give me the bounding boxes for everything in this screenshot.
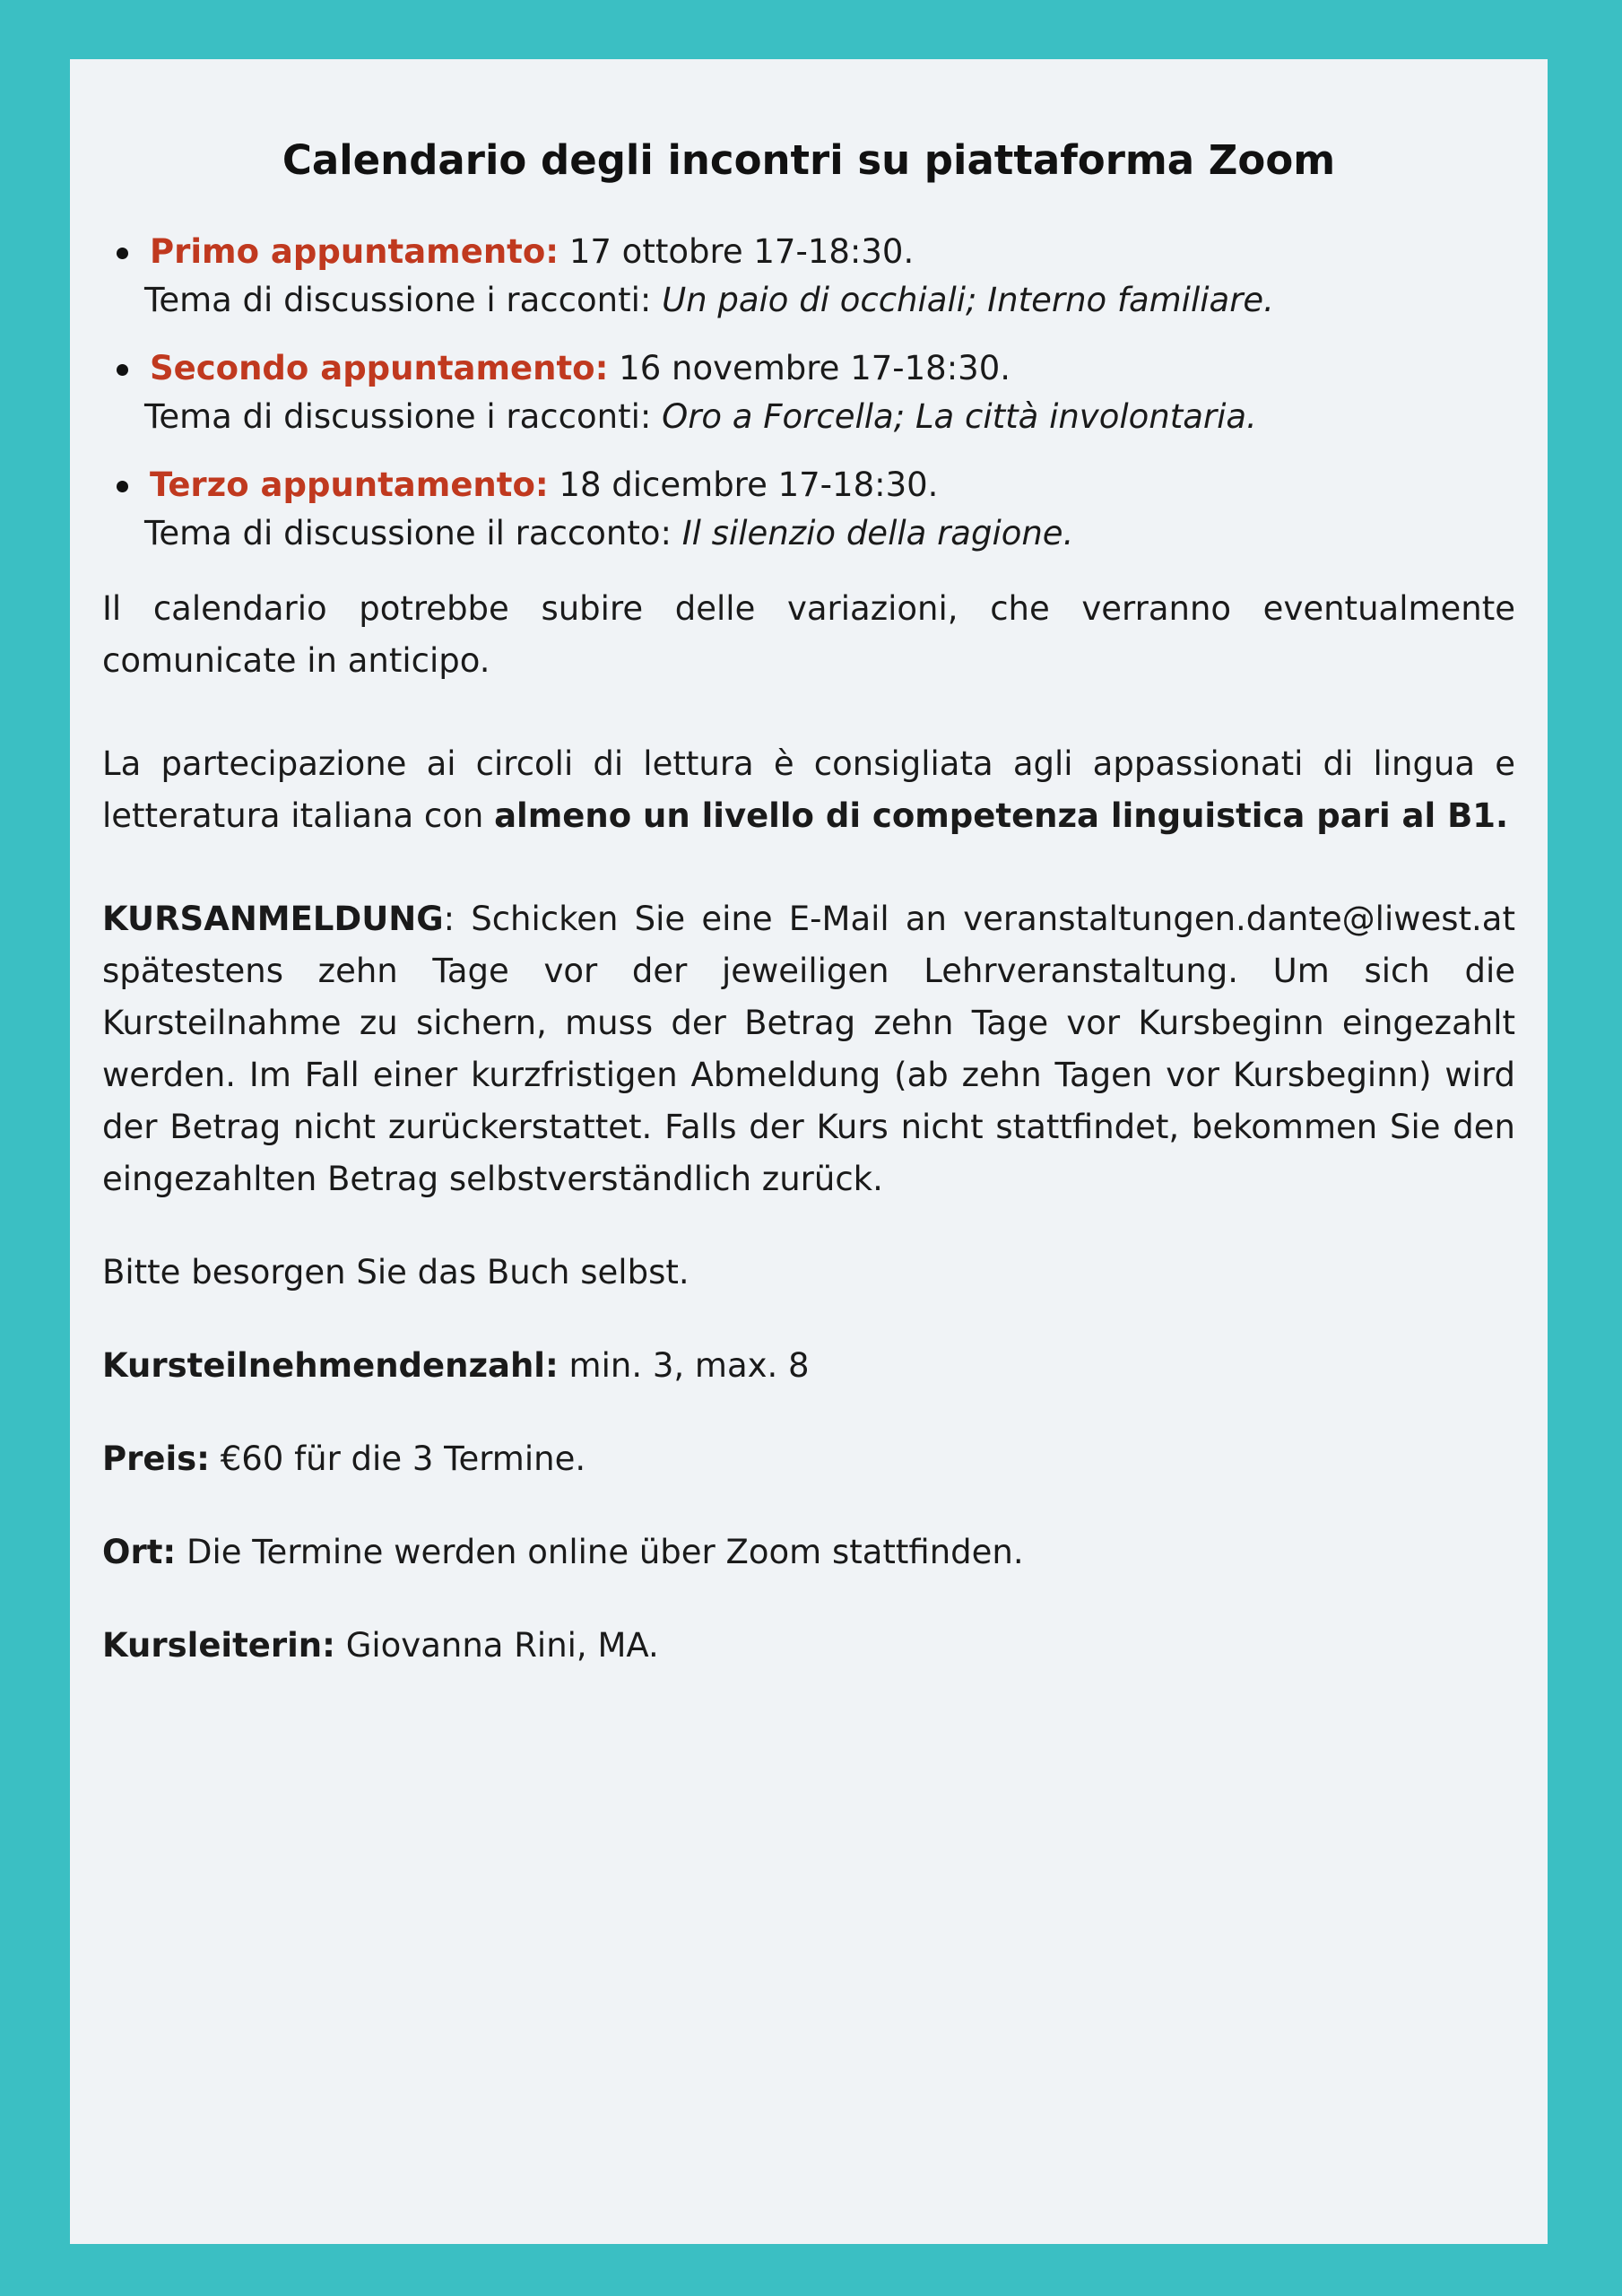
instructor-value: Giovanna Rini, MA. xyxy=(334,1626,659,1665)
topic-works: Oro a Forcella; La città involontaria. xyxy=(662,397,1257,436)
topic-prefix: Tema di discussione i racconti: xyxy=(144,281,663,319)
participation-paragraph xyxy=(102,738,1515,842)
page-title: Calendario degli incontri su piattaforma Zoom xyxy=(282,136,1336,184)
participants-line xyxy=(102,1340,1515,1392)
registration-paragraph xyxy=(102,893,1515,1205)
participation-emphasis: almeno un livello di competenza linguistica pari al B1. xyxy=(494,796,1509,835)
appointment-topic xyxy=(144,509,1515,558)
location-line xyxy=(102,1526,1515,1578)
location-value: Die Termine werden online über Zoom stattfinden. xyxy=(176,1533,1024,1571)
appointment-label: Primo appuntamento: xyxy=(150,232,559,271)
appointment-item xyxy=(102,344,1515,441)
topic-works: Un paio di occhiali; Interno familiare. xyxy=(662,281,1274,319)
topic-prefix: Tema di discussione il racconto: xyxy=(144,514,682,552)
document-sheet xyxy=(70,59,1548,2244)
appointment-topic xyxy=(144,393,1515,441)
bullet-icon xyxy=(117,364,128,376)
bullet-icon xyxy=(117,248,128,259)
instructor-line xyxy=(102,1620,1515,1672)
appointment-date: 18 dicembre 17-18:30. xyxy=(548,465,939,504)
appointment-date: 16 novembre 17-18:30. xyxy=(608,349,1011,387)
bullet-icon xyxy=(117,481,128,492)
calendar-note: Il calendario potrebbe subire delle variazioni, che verranno eventualmente comunicate in anticipo. xyxy=(102,589,1515,680)
appointment-label: Terzo appuntamento: xyxy=(150,465,549,504)
topic-prefix: Tema di discussione i racconti: xyxy=(144,397,663,436)
appointments-list xyxy=(102,228,1515,558)
registration-text: : Schicken Sie eine E-Mail an veranstaltungen.dante@liwest.at spätestens zehn Tage vor der jeweiligen Lehrveranstaltung. Um sich die Kursteilnahme zu sichern, muss der Betrag zehn Tage vor Kursbeginn eingezahlt werden. Im Fall einer kurzfristigen Abmeldung (ab zehn Tagen vor Kursbeginn) wird der Betrag nicht zurückerstattet. Falls der Kurs nicht stattfindet, bekommen Sie den eingezahlten Betrag selbstverständlich zurück. xyxy=(102,900,1515,1198)
participants-value: min. 3, max. 8 xyxy=(558,1346,810,1385)
price-label: Preis: xyxy=(102,1439,210,1478)
appointment-item xyxy=(102,228,1515,325)
topic-works: Il silenzio della ragione. xyxy=(681,514,1074,552)
appointment-date: 17 ottobre 17-18:30. xyxy=(559,232,915,271)
book-note: Bitte besorgen Sie das Buch selbst. xyxy=(102,1253,690,1292)
participants-label: Kursteilnehmendenzahl: xyxy=(102,1346,559,1385)
instructor-label: Kursleiterin: xyxy=(102,1626,335,1665)
price-value: €60 für die 3 Termine. xyxy=(209,1439,586,1478)
appointment-label: Secondo appuntamento: xyxy=(150,349,609,387)
location-label: Ort: xyxy=(102,1533,177,1571)
appointment-item xyxy=(102,461,1515,558)
appointment-topic xyxy=(144,276,1515,325)
registration-label: KURSANMELDUNG xyxy=(102,900,444,938)
price-line xyxy=(102,1433,1515,1485)
participation-text: La partecipazione ai circoli di lettura è consigliata agli appassionati di lingua e letteratura italiana con xyxy=(102,744,1515,835)
